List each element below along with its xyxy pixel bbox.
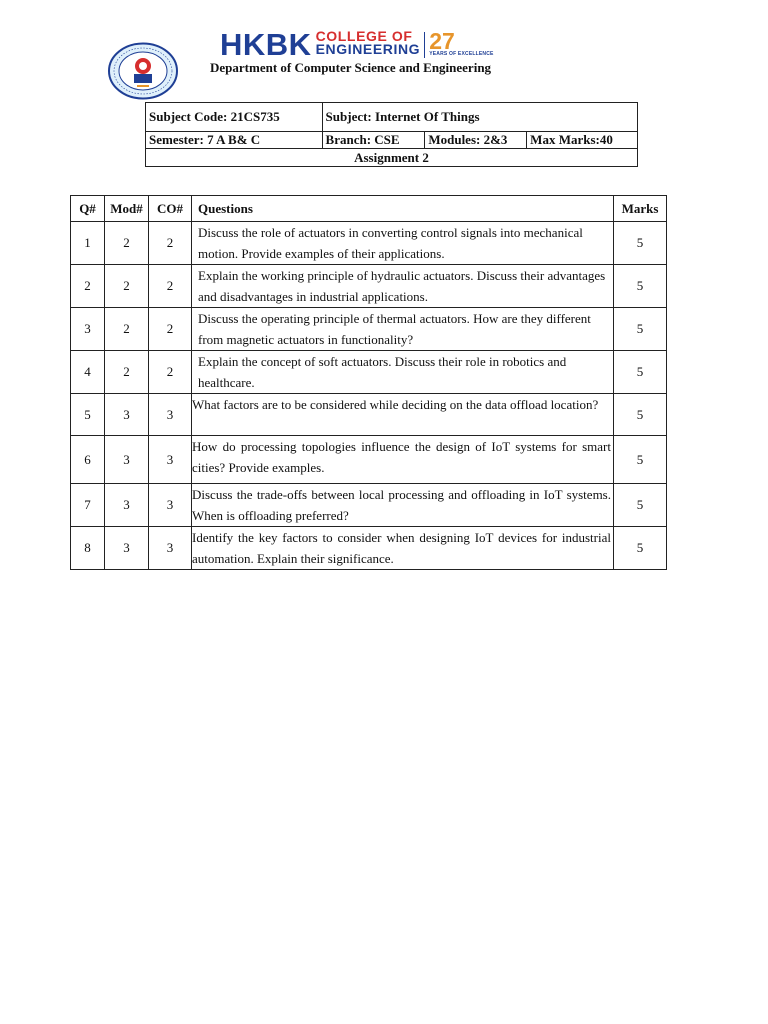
q-number: 1 [71, 222, 105, 265]
marks: 5 [614, 527, 667, 570]
co-number: 2 [149, 351, 192, 394]
module-number: 2 [105, 351, 149, 394]
table-row [71, 222, 667, 265]
header-mod: Mod# [105, 196, 149, 222]
table-row [71, 308, 667, 351]
module-number: 3 [105, 527, 149, 570]
marks: 5 [614, 308, 667, 351]
q-number: 8 [71, 527, 105, 570]
question-text: Identify the key factors to consider when designing IoT devices for industrial automation. Explain their significance. [192, 527, 614, 570]
q-number: 4 [71, 351, 105, 394]
co-number: 3 [149, 394, 192, 436]
module-number: 2 [105, 265, 149, 308]
question-text: How do processing topologies influence the design of IoT systems for smart cities? Provide examples. [192, 436, 614, 484]
logo-college-name [316, 30, 421, 56]
marks: 5 [614, 394, 667, 436]
co-number: 3 [149, 436, 192, 484]
table-row [71, 484, 667, 527]
marks: 5 [614, 265, 667, 308]
logo-hkbk: HKBK [220, 27, 312, 62]
module-number: 2 [105, 308, 149, 351]
department-heading: Department of Computer Science and Engineering [210, 60, 492, 75]
marks: 5 [614, 484, 667, 527]
header-q: Q# [71, 196, 105, 222]
co-number: 2 [149, 222, 192, 265]
subject-info-table [145, 102, 638, 167]
marks: 5 [614, 351, 667, 394]
questions-table [70, 195, 667, 570]
logo-years-number: 27 [429, 28, 455, 54]
question-text: What factors are to be considered while deciding on the data offload location? [192, 394, 614, 436]
subject-code: Subject Code: 21CS735 [146, 103, 323, 132]
header-questions: Questions [192, 196, 614, 222]
college-seal-icon [107, 42, 179, 100]
subject-name: Subject: Internet Of Things [322, 103, 637, 132]
table-row [71, 265, 667, 308]
question-text: Discuss the operating principle of thermal actuators. How are they different from magnetic actuators in functionality? [192, 308, 614, 351]
logo-years-text: YEARS OF EXCELLENCE [429, 51, 494, 57]
marks: 5 [614, 436, 667, 484]
module-number: 3 [105, 484, 149, 527]
co-number: 3 [149, 527, 192, 570]
q-number: 5 [71, 394, 105, 436]
marks: 5 [614, 222, 667, 265]
logo-college-of: COLLEGE OF [315, 28, 413, 44]
header-marks: Marks [614, 196, 667, 222]
table-row [71, 527, 667, 570]
q-number: 6 [71, 436, 105, 484]
q-number: 3 [71, 308, 105, 351]
question-text: Explain the concept of soft actuators. Discuss their role in robotics and healthcare. [192, 351, 614, 394]
header-co: CO# [149, 196, 192, 222]
module-number: 3 [105, 394, 149, 436]
question-text: Discuss the role of actuators in converting control signals into mechanical motion. Provide examples of their applications. [192, 222, 614, 265]
logo-divider [424, 32, 425, 58]
logo-engineering: ENGINEERING [315, 41, 421, 57]
co-number: 3 [149, 484, 192, 527]
semester: Semester: 7 A B& C [146, 132, 323, 149]
q-number: 7 [71, 484, 105, 527]
table-row [71, 394, 667, 436]
college-logo [220, 27, 494, 62]
assignment-title: Assignment 2 [146, 149, 638, 167]
co-number: 2 [149, 308, 192, 351]
q-number: 2 [71, 265, 105, 308]
module-number: 2 [105, 222, 149, 265]
logo-years-badge [429, 30, 493, 57]
modules: Modules: 2&3 [425, 132, 527, 149]
max-marks: Max Marks:40 [527, 132, 638, 149]
module-number: 3 [105, 436, 149, 484]
question-text: Discuss the trade-offs between local processing and offloading in IoT systems. When is offloading preferred? [192, 484, 614, 527]
question-text: Explain the working principle of hydraulic actuators. Discuss their advantages and disadvantages in industrial applications. [192, 265, 614, 308]
table-row [71, 436, 667, 484]
table-row [71, 351, 667, 394]
co-number: 2 [149, 265, 192, 308]
branch: Branch: CSE [322, 132, 425, 149]
table-header-row [71, 196, 667, 222]
